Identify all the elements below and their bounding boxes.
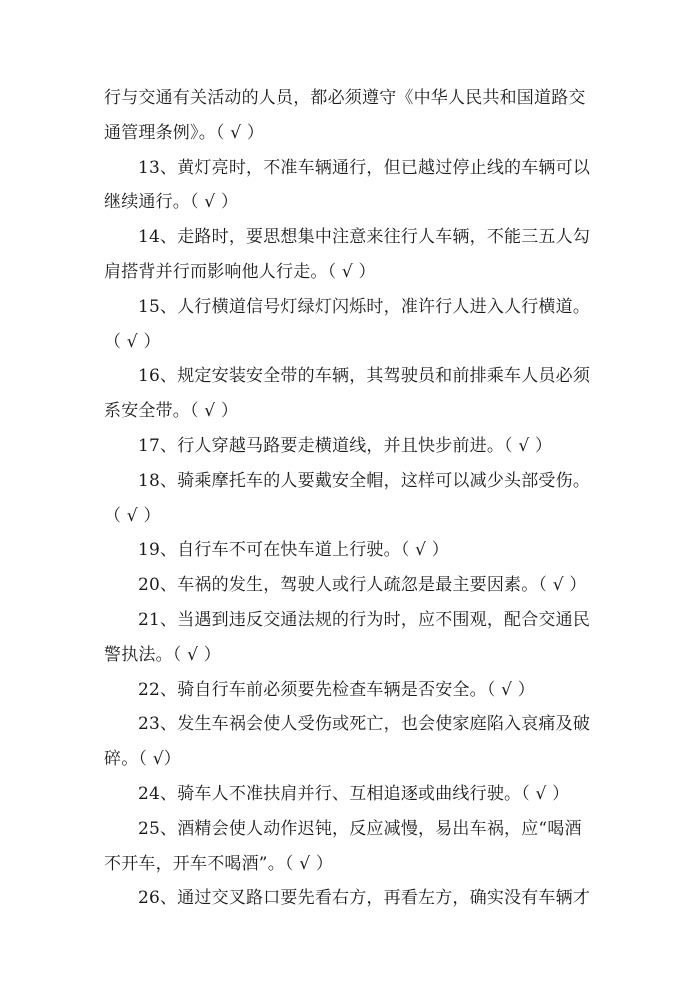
text-line: （ √ ） [104, 505, 161, 526]
text-line: 13、黄灯亮时，不准车辆通行，但已越过停止线的车辆可以 [138, 157, 591, 178]
text-line: 系安全带。（ √ ） [104, 401, 239, 422]
text-line: 17、行人穿越马路要走横道线，并且快步前进。（ √ ） [138, 435, 553, 456]
text-line: 15、人行横道信号灯绿灯闪烁时，准许行人进入人行横道。 [138, 296, 591, 317]
text-line: 26、通过交叉路口要先看右方，再看左方，确实没有车辆才 [138, 888, 591, 909]
text-line: （ √ ） [104, 331, 161, 352]
document-body [104, 81, 604, 916]
text-line: 继续通行。（ √ ） [104, 192, 239, 213]
text-line: 24、骑车人不准扶肩并行、互相追逐或曲线行驶。（ √ ） [138, 783, 570, 804]
text-line: 肩搭背并行而影响他人行走。（ √ ） [104, 261, 376, 282]
text-line: 19、自行车不可在快车道上行驶。（ √ ） [138, 540, 449, 561]
text-line: 碎。（ √） [104, 749, 181, 770]
text-line: 警执法。（ √ ） [104, 644, 221, 665]
text-line: 23、发生车祸会使人受伤或死亡，也会使家庭陷入哀痛及破 [138, 714, 591, 735]
text-line: 14、走路时，要思想集中注意来往行人车辆，不能三五人勾 [138, 227, 591, 248]
text-line: 21、当遇到违反交通法规的行为时，应不围观，配合交通民 [138, 609, 591, 630]
text-line: 22、骑自行车前必须要先检查车辆是否安全。（ √ ） [138, 679, 535, 700]
text-line: 不开车，开车不喝酒”。（ √ ） [104, 853, 334, 874]
text-line: 20、车祸的发生，驾驶人或行人疏忽是最主要因素。（ √ ） [138, 575, 587, 596]
text-line: 25、酒精会使人动作迟钝，反应减慢，易出车祸，应“喝酒 [138, 818, 582, 839]
text-line: 通管理条例》。（ √ ） [104, 122, 265, 143]
text-line: 16、规定安装安全带的车辆，其驾驶员和前排乘车人员必须 [138, 366, 591, 387]
text-line: 18、骑乘摩托车的人要戴安全帽，这样可以减少头部受伤。 [138, 470, 591, 491]
text-line: 行与交通有关活动的人员，都必须遵守《中华人民共和国道路交 [104, 88, 586, 108]
